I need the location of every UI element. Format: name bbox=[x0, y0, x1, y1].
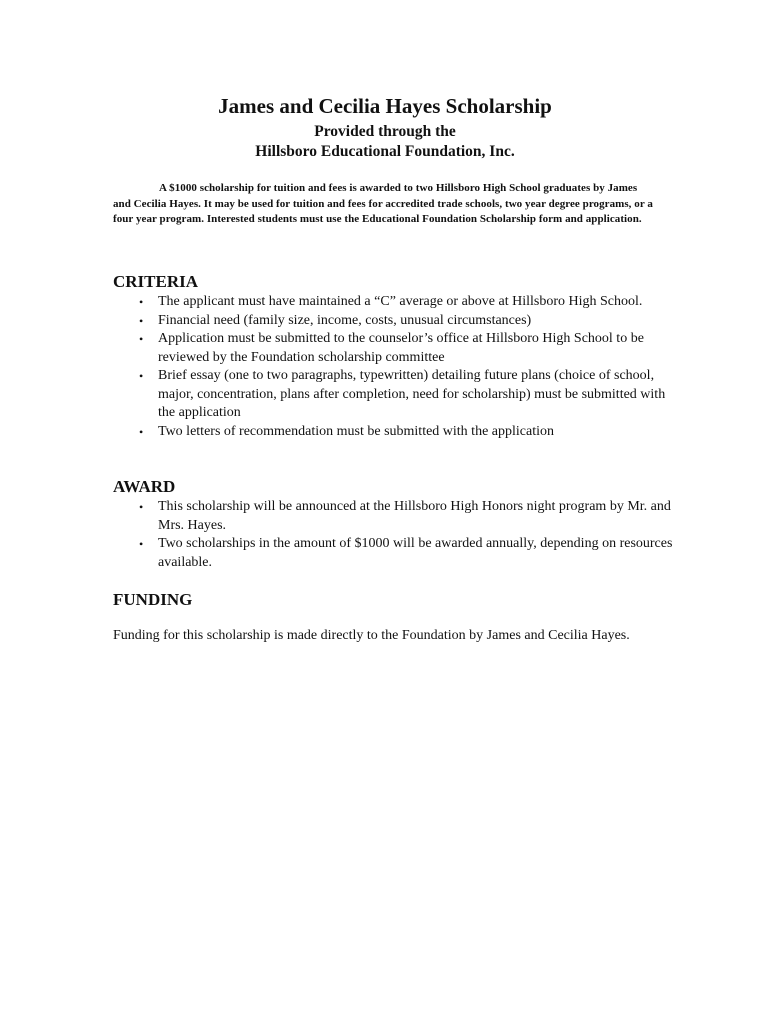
funding-paragraph: Funding for this scholarship is made directly to the Foundation by James and Cecilia Hayes. bbox=[113, 628, 630, 643]
award-list bbox=[113, 498, 673, 572]
bullet-icon: • bbox=[139, 313, 144, 328]
document-title: James and Cecilia Hayes Scholarship bbox=[218, 94, 552, 118]
bullet-icon: • bbox=[139, 369, 144, 383]
criteria-item bbox=[113, 312, 673, 331]
criteria-item bbox=[113, 330, 673, 367]
bullet-icon: • bbox=[139, 295, 144, 309]
criteria-item-text: Application must be submitted to the counselor’s office at Hillsboro High School to be reviewed by the Foundation scholarship committee bbox=[158, 331, 644, 365]
criteria-item bbox=[113, 423, 673, 442]
criteria-item bbox=[113, 293, 673, 312]
bullet-icon: • bbox=[139, 537, 144, 551]
award-item-text: Two scholarships in the amount of $1000 will be awarded annually, depending on resources available. bbox=[158, 536, 673, 570]
document-subtitle-line2: Hillsboro Educational Foundation, Inc. bbox=[255, 143, 515, 160]
bullet-icon: • bbox=[139, 424, 144, 439]
award-item bbox=[113, 498, 673, 535]
award-item bbox=[113, 535, 673, 572]
intro-paragraph: A $1000 scholarship for tuition and fees is awarded to two Hillsboro High School graduates by James and Cecilia Hayes. It may be used for tuition and fees for accredited trade schools, two year degree programs, or a four year program. Interested students must use the Educational Foundation Scholarship form and application. bbox=[113, 182, 653, 225]
criteria-list bbox=[113, 293, 673, 441]
award-item-text: This scholarship will be announced at the Hillsboro High Honors night program by Mr. and Mrs. Hayes. bbox=[158, 499, 671, 533]
award-heading: AWARD bbox=[113, 477, 176, 496]
bullet-icon: • bbox=[139, 500, 144, 514]
funding-heading: FUNDING bbox=[113, 590, 193, 609]
criteria-heading: CRITERIA bbox=[113, 272, 199, 291]
criteria-item-text: Two letters of recommendation must be submitted with the application bbox=[158, 423, 554, 439]
document-subtitle-line1: Provided through the bbox=[314, 123, 456, 140]
criteria-item bbox=[113, 367, 673, 423]
criteria-item-text: Brief essay (one to two paragraphs, typewritten) detailing future plans (choice of school, major, concentration, plans after completion, need for scholarship) must be submitted with the application bbox=[158, 368, 666, 420]
bullet-icon: • bbox=[139, 332, 144, 346]
criteria-item-text: The applicant must have maintained a “C” average or above at Hillsboro High School. bbox=[158, 294, 643, 309]
criteria-item-text: Financial need (family size, income, costs, unusual circumstances) bbox=[158, 312, 532, 328]
